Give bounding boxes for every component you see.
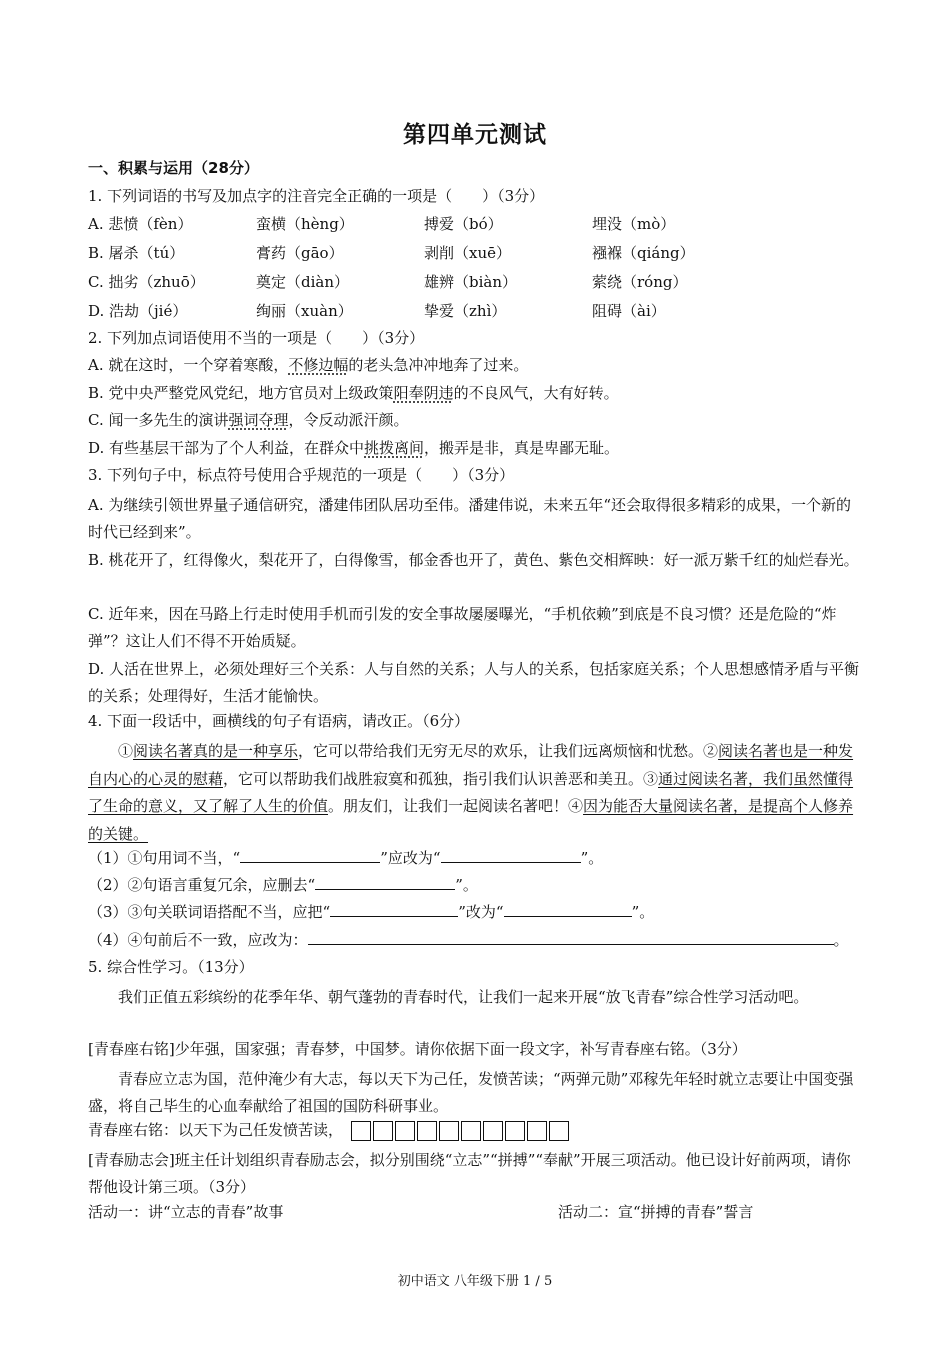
q1-word: 奠定（diàn）: [256, 273, 350, 291]
q1-option-c: C. 拙劣（zhuō）: [88, 273, 205, 291]
q5-activity-2: 活动二：宣“拼搏的青春”誓言: [558, 1203, 754, 1221]
q4-sub-2: （2）②句语言重复冗余，应删去“ ”。: [88, 876, 478, 894]
q1-word: 膏药（gāo）: [256, 244, 344, 262]
answer-blank[interactable]: [315, 875, 455, 890]
underlined-sentence-2: 阅读名著也是一种发自内心的心灵的慰藉: [88, 742, 854, 788]
q5-stem: 5. 综合性学习。（13分）: [88, 958, 254, 976]
underlined-sentence-3: 通过阅读名著，我们虽然懂得了生命的意义，又了解了人生的价值: [88, 769, 854, 815]
dotted-phrase: 阳奉阴违: [393, 384, 454, 402]
q2-option-a: A. 就在这时，一个穿着寒酸，不修边幅的老头急冲冲地奔了过来。: [88, 356, 529, 374]
q4-sub-4: （4）④句前后不一致，应改为： 。: [88, 931, 849, 949]
answer-box[interactable]: [395, 1121, 415, 1141]
q5-meeting-task: [青春励志会]班主任计划组织青春励志会，拟分别围绕“立志”“拼搏”“奉献”开展三项活动。他已设计好前两项，请你帮他设计第三项。（3分）: [88, 1151, 851, 1196]
answer-box[interactable]: [461, 1121, 481, 1141]
q1-word: 雄辨（biàn）: [424, 273, 518, 291]
q3-stem: 3. 下列句子中，标点符号使用合乎规范的一项是（ ）（3分）: [88, 466, 515, 484]
q1-word: 襁褓（qiáng）: [592, 244, 695, 262]
page-title: 第四单元测试: [403, 122, 547, 148]
answer-boxes[interactable]: [351, 1121, 569, 1141]
q2-option-c: C. 闻一多先生的演讲强词夺理，令反动派汗颜。: [88, 411, 409, 429]
answer-blank[interactable]: [504, 902, 632, 917]
underlined-sentence-1: 阅读名著真的是一种享乐: [133, 742, 299, 760]
q3-option-b: B. 桃花开了，红得像火，梨花开了，白得像雪，郁金香也开了，黄色、紫色交相辉映：好一派万紫千红的灿烂春光。: [88, 551, 859, 569]
answer-blank[interactable]: [240, 848, 380, 863]
dotted-phrase: 不修边幅: [288, 356, 349, 374]
q1-word: 剥削（xuē）: [424, 244, 511, 262]
q1-stem: 1. 下列词语的书写及加点字的注音完全正确的一项是（ ）（3分）: [88, 187, 545, 205]
q1-word: 蛮横（hèng）: [256, 215, 354, 233]
q4-passage: ①阅读名著真的是一种享乐，它可以带给我们无穷无尽的欢乐，让我们远离烦恼和忧愁。②阅读名著也是一种发自内心的心灵的慰藉，它可以帮助我们战胜寂寞和孤独，指引我们认识善恶和美丑。③通过阅读名著，我们虽然懂得了生命的意义，又了解了人生的价值。朋友们，让我们一起阅读名著吧！④因为能否大量阅读名著，是提高个人修养的关键。: [88, 742, 854, 843]
q4-sub-1: （1）①句用词不当，“ ”应改为“ ”。: [88, 849, 604, 867]
answer-box[interactable]: [483, 1121, 503, 1141]
q1-word: 绚丽（xuàn）: [256, 302, 353, 320]
answer-box[interactable]: [527, 1121, 547, 1141]
q1-word: 阻碍（ài）: [592, 302, 666, 320]
q2-option-d: D. 有些基层干部为了个人利益，在群众中挑拨离间，搬弄是非，真是卑鄙无耻。: [88, 439, 620, 457]
q2-option-b: B. 党中央严整党风党纪，地方官员对上级政策阳奉阴违的不良风气，大有好转。: [88, 384, 619, 402]
q5-motto-line: 青春座右铭：以天下为己任发愤苦读，: [88, 1120, 569, 1141]
q5-motto-task: [青春座右铭]少年强，国家强；青春梦，中国梦。请你依据下面一段文字，补写青春座右铭。（3分）: [88, 1040, 747, 1058]
answer-blank[interactable]: [308, 930, 834, 945]
section-heading: 一、积累与运用（28分）: [88, 159, 259, 177]
q3-option-d: D. 人活在世界上，必须处理好三个关系：人与自然的关系；人与人的关系，包括家庭关系；个人思想感情矛盾与平衡的关系；处理得好，生活才能愉快。: [88, 660, 860, 705]
q1-word: 萦绕（róng）: [592, 273, 688, 291]
q1-word: 挚爱（zhì）: [424, 302, 507, 320]
answer-box[interactable]: [351, 1121, 371, 1141]
answer-box[interactable]: [417, 1121, 437, 1141]
answer-blank[interactable]: [330, 902, 458, 917]
dotted-phrase: 强词夺理: [228, 411, 289, 429]
page-footer: 初中语文 八年级下册 1 / 5: [397, 1274, 553, 1289]
q1-option-d: D. 浩劫（jié）: [88, 302, 188, 320]
q1-option-a: A. 悲愤（fèn）: [88, 215, 193, 233]
q1-word: 埋没（mò）: [592, 215, 676, 233]
q5-intro: 我们正值五彩缤纷的花季年华、朝气蓬勃的青春时代，让我们一起来开展“放飞青春”综合性学习活动吧。: [118, 988, 809, 1006]
q2-stem: 2. 下列加点词语使用不当的一项是（ ）（3分）: [88, 329, 425, 347]
q4-sub-3: （3）③句关联词语搭配不当，应把“ ”改为“ ”。: [88, 903, 655, 921]
q5-activity-1: 活动一：讲“立志的青春”故事: [88, 1203, 284, 1221]
q3-option-c: C. 近年来，因在马路上行走时使用手机而引发的安全事故屡屡曝光，“手机依赖”到底是不良习惯？还是危险的“炸弹”？这让人们不得不开始质疑。: [88, 605, 837, 650]
underlined-sentence-4: 因为能否大量阅读名著，是提高个人修养的关键。: [88, 797, 854, 843]
answer-box[interactable]: [505, 1121, 525, 1141]
q1-option-b: B. 屠杀（tú）: [88, 244, 185, 262]
q3-option-a: A. 为继续引领世界量子通信研究，潘建伟团队居功至伟。潘建伟说，未来五年“还会取得很多精彩的成果，一个新的时代已经到来”。: [88, 496, 852, 541]
answer-box[interactable]: [373, 1121, 393, 1141]
dotted-phrase: 挑拨离间: [364, 439, 425, 457]
answer-blank[interactable]: [441, 848, 581, 863]
q1-word: 搏爱（bó）: [424, 215, 503, 233]
q4-stem: 4. 下面一段话中，画横线的句子有语病，请改正。（6分）: [88, 712, 470, 730]
answer-box[interactable]: [439, 1121, 459, 1141]
answer-box[interactable]: [549, 1121, 569, 1141]
q5-motto-text: 青春应立志为国，范仲淹少有大志，每以天下为己任，发愤苦读；“两弹元勋”邓稼先年轻时就立志要让中国变强盛，将自己毕生的心血奉献给了祖国的国防科研事业。: [88, 1070, 854, 1115]
